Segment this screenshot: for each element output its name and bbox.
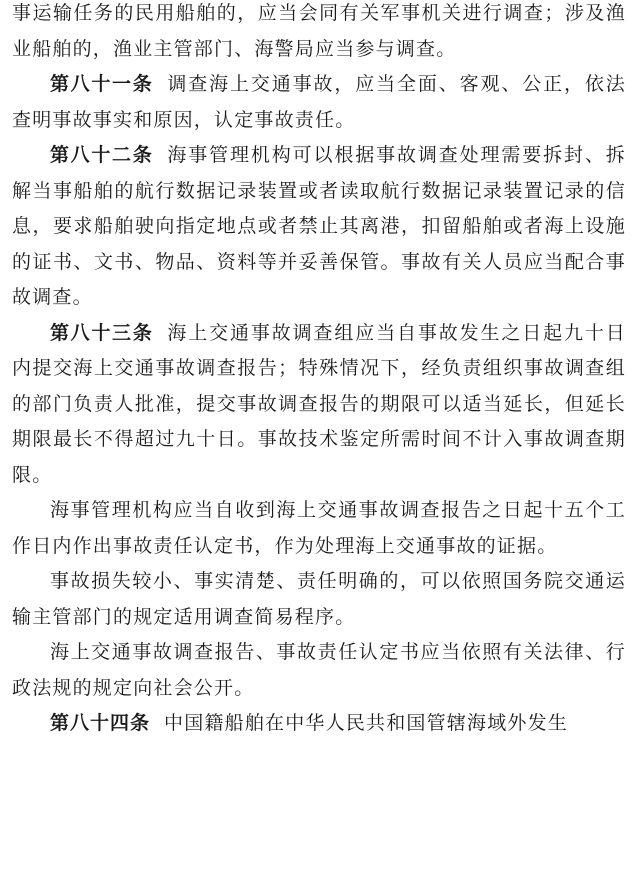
paragraph-text: 海上交通事故调查组应当自事故发生之日起九十日内提交海上交通事故调查报告；特殊情况下，经负责组织事故调查组的部门负责人批准，提交事故调查报告的期限可以适当延长，但延长期限最长不得超过九十日。事故技术鉴定所需时间不计入事故调查期限。 [12, 321, 626, 486]
paragraph-article-83 [12, 316, 626, 494]
paragraph-83-clause-4 [12, 635, 626, 706]
paragraph-text: 海事管理机构应当自收到海上交通事故调查报告之日起十五个工作日内作出事故责任认定书，作为处理海上交通事故的证据。 [12, 499, 626, 557]
article-number: 第八十一条 [50, 73, 154, 95]
paragraph-text: 中国籍船舶在中华人民共和国管辖海域外发生 [164, 712, 569, 734]
paragraph-text: 事运输任务的民用船舶的，应当会同有关军事机关进行调查；涉及渔业船舶的，渔业主管部门、海警局应当参与调查。 [12, 2, 626, 60]
article-number: 第八十二条 [50, 144, 154, 166]
paragraph-text: 海上交通事故调查报告、事故责任认定书应当依照有关法律、行政法规的规定向社会公开。 [12, 641, 626, 699]
article-number: 第八十四条 [50, 712, 151, 734]
paragraph-article-84 [12, 706, 626, 742]
paragraph-article-82 [12, 138, 626, 316]
paragraph-continuation [12, 0, 626, 67]
article-number: 第八十三条 [50, 321, 154, 344]
document-page [12, 0, 626, 742]
paragraph-text: 事故损失较小、事实清楚、责任明确的，可以依照国务院交通运输主管部门的规定适用调查简易程序。 [12, 570, 626, 628]
paragraph-text: 海事管理机构可以根据事故调查处理需要拆封、拆解当事船舶的航行数据记录装置或者读取航行数据记录装置记录的信息，要求船舶驶向指定地点或者禁止其离港，扣留船舶或者海上设施的证书、文书、物品、资料等并妥善保管。事故有关人员应当配合事故调查。 [12, 144, 626, 308]
paragraph-83-clause-2 [12, 493, 626, 564]
paragraph-text: 调查海上交通事故，应当全面、客观、公正，依法查明事故事实和原因，认定事故责任。 [12, 73, 626, 131]
paragraph-article-81 [12, 67, 626, 138]
paragraph-83-clause-3 [12, 564, 626, 635]
